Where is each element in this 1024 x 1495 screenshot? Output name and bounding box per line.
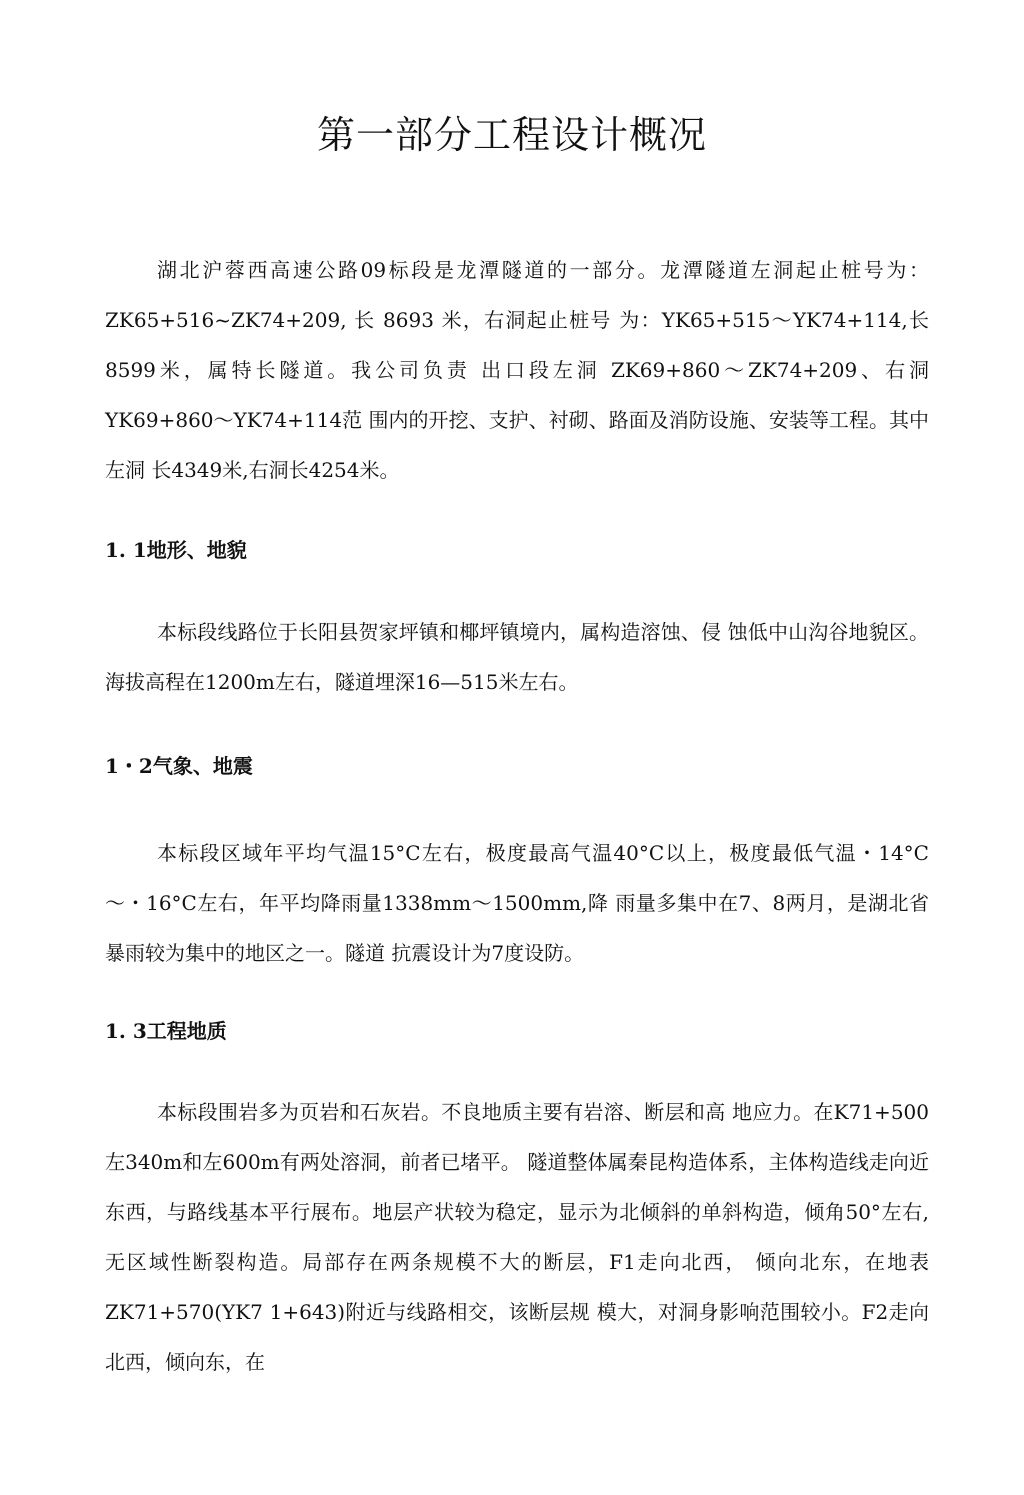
- section-heading-terrain: 1. 1地形、地貌: [105, 538, 247, 562]
- section-heading-geology: 1. 3工程地质: [105, 1019, 227, 1043]
- section-heading-climate: 1・2气象、地震: [105, 754, 253, 778]
- terrain-paragraph: 本标段线路位于长阳县贺家坪镇和椰坪镇境内，属构造溶蚀、侵 蚀低中山沟谷地貌区。海拔高程在1200m左右，隧道埋深16—515米左右。: [105, 620, 929, 694]
- climate-paragraph: 本标段区域年平均气温15°C左右，极度最高气温40°C以上，极度最低气温・14°C～・16°C左右，年平均降雨量1338mm～1500mm,降 雨量多集中在7、8两月，是湖北省暴雨较为集中的地区之一。隧道 抗震设计为7度设防。: [105, 841, 929, 965]
- document-title: 第一部分工程设计概况: [316, 113, 707, 158]
- intro-paragraph: 湖北沪蓉西高速公路09标段是龙潭隧道的一部分。龙潭隧道左洞起止桩号为：ZK65+516~ZK74+209, 长 8693 米，右洞起止桩号 为：YK65+515～YK74+114,长8599米，属特长隧道。我公司负责 出口段左洞 ZK69+860～ZK74+209、右洞 YK69+860～YK74+114范 围内的开挖、支护、衬砌、路面及消防设施、安装等工程。其中左洞 长4349米,右洞长4254米。: [105, 258, 929, 482]
- geology-paragraph: 本标段围岩多为页岩和石灰岩。不良地质主要有岩溶、断层和高 地应力。在K71+500左340m和左600m有两处溶洞，前者已堵平。 隧道整体属秦昆构造体系，主体构造线走向近东西，与路线基本平行展布。地层产状较为稳定，显示为北倾斜的单斜构造，倾角50°左右, 无区域性断裂构造。局部存在两条规模不大的断层，F1走向北西， 倾向北东，在地表ZK71+570(YK7 1+643)附近与线路相交，该断层规 模大，对洞身影响范围较小。F2走向北西，倾向东，在: [105, 1100, 929, 1374]
